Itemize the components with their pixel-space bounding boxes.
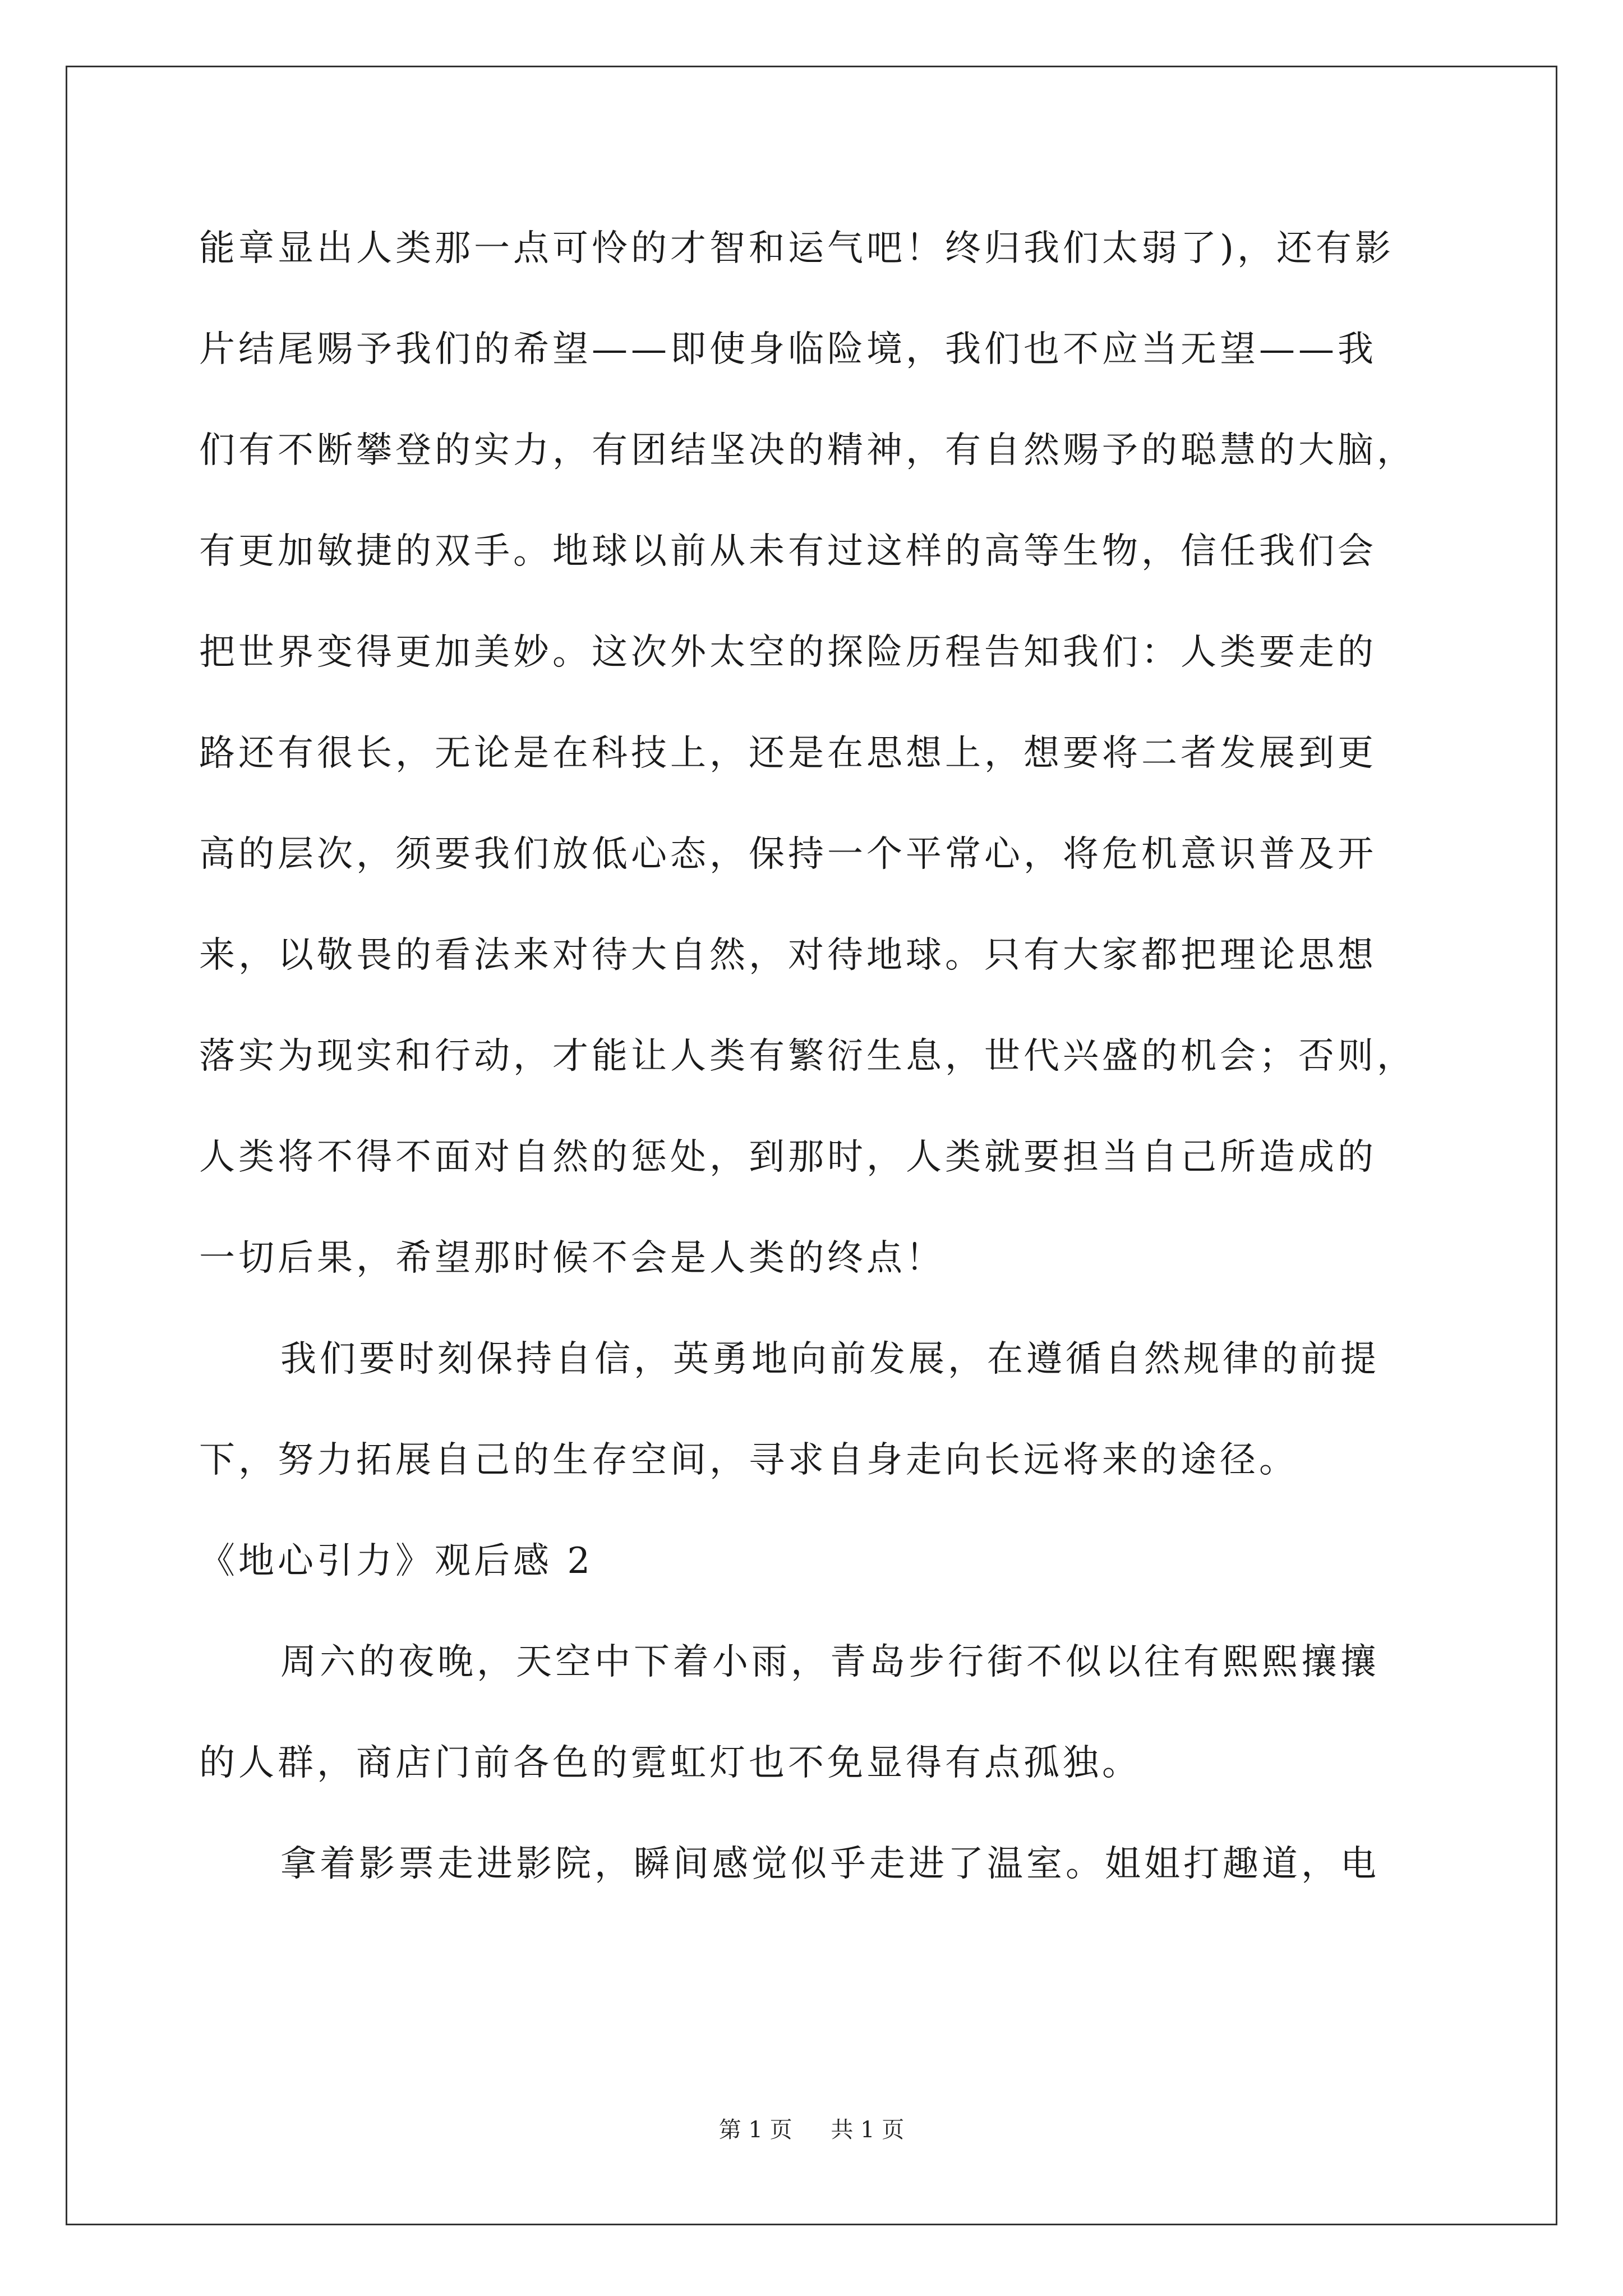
text-line-17: 拿着影票走进影院，瞬间感觉似乎走进了温室。姐姐打趣道，电 (280, 1843, 1380, 1885)
text-line-11: 一切后果，希望那时候不会是人类的终点！ (199, 1237, 945, 1279)
text-line-3: 们有不断攀登的实力，有团结坚决的精神，有自然赐予的聪慧的大脑， (199, 430, 1416, 471)
page-number: 第 1 页 (718, 2117, 792, 2143)
text-line-13: 下，努力拓展自己的生存空间，寻求自身走向长远将来的途径。 (199, 1439, 1298, 1481)
text-line-7: 高的层次，须要我们放低心态，保持一个平常心，将危机意识普及开 (199, 834, 1377, 875)
page-footer (0, 2112, 1623, 2144)
text-line-9: 落实为现实和行动，才能让人类有繁衍生息，世代兴盛的机会；否则， (199, 1036, 1416, 1077)
text-line-5: 把世界变得更加美妙。这次外太空的探险历程告知我们：人类要走的 (199, 632, 1377, 673)
page-total: 共 1 页 (831, 2117, 905, 2143)
document-body (199, 218, 1433, 1934)
text-line-6: 路还有很长，无论是在科技上，还是在思想上，想要将二者发展到更 (199, 733, 1377, 774)
text-line-4: 有更加敏捷的双手。地球以前从未有过这样的高等生物，信任我们会 (199, 531, 1377, 572)
text-line-1: 能章显出人类那一点可怜的才智和运气吧！终归我们太弱了)，还有影 (199, 228, 1394, 269)
text-line-10: 人类将不得不面对自然的惩处，到那时，人类就要担当自己所造成的 (199, 1137, 1377, 1178)
section-heading: 《地心引力》观后感 2 (199, 1540, 594, 1582)
text-line-12: 我们要时刻保持自信，英勇地向前发展，在遵循自然规律的前提 (280, 1338, 1380, 1380)
text-line-16: 的人群，商店门前各色的霓虹灯也不免显得有点孤独。 (199, 1742, 1141, 1784)
text-line-8: 来，以敬畏的看法来对待大自然，对待地球。只有大家都把理论思想 (199, 935, 1377, 976)
text-line-15: 周六的夜晚，天空中下着小雨，青岛步行街不似以往有熙熙攘攘 (280, 1641, 1380, 1683)
text-line-2: 片结尾赐予我们的希望——即使身临险境，我们也不应当无望——我 (199, 329, 1377, 370)
